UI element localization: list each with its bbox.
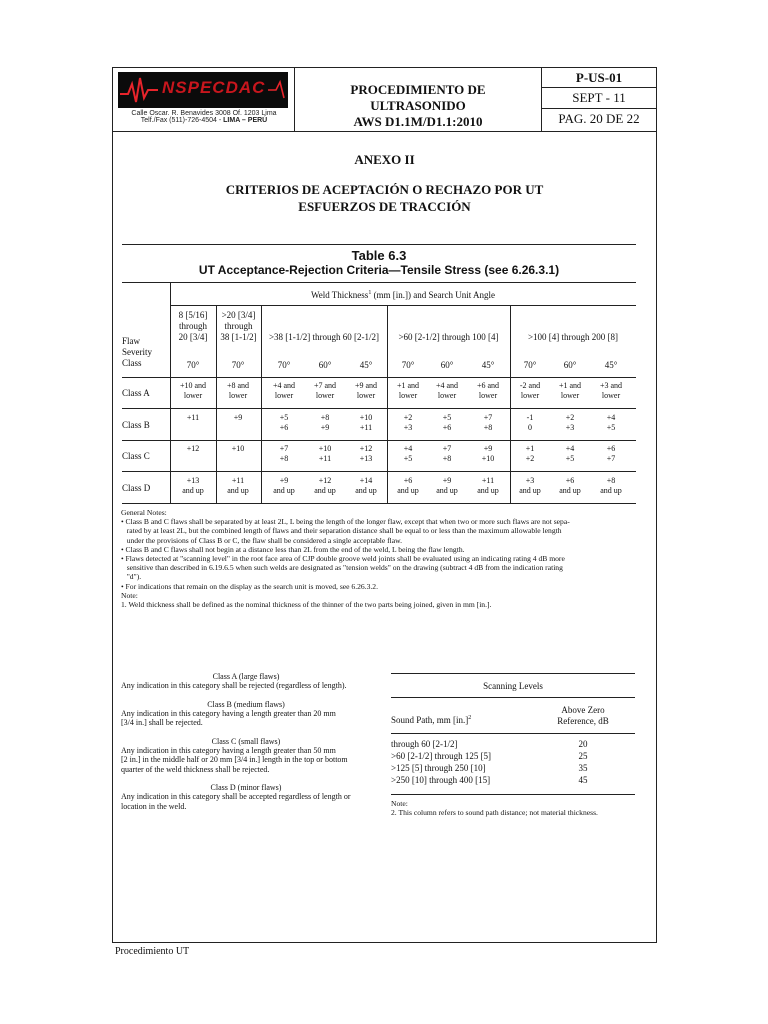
criteria-value: +7 and <box>313 381 337 390</box>
scanning-note: Note: 2. This column refers to sound path distance; not material thickness. <box>391 799 598 818</box>
angle-label: 70° <box>401 360 415 370</box>
class-b-text: [3/4 in.] shall be rejected. <box>121 718 203 727</box>
criteria-value: lower <box>228 391 248 400</box>
criteria-value: +4 <box>565 444 575 453</box>
criteria-cell <box>589 444 633 464</box>
class-d-text: location in the weld. <box>121 801 187 811</box>
criteria-value: and up <box>355 486 377 495</box>
criteria-cell <box>466 413 510 433</box>
criteria-value: lower <box>183 391 203 400</box>
criteria-value: lower <box>601 391 621 400</box>
angle-label: 60° <box>440 360 454 370</box>
criteria-cell <box>216 444 260 464</box>
criteria-cell <box>171 413 215 433</box>
criteria-value: +10 <box>231 444 245 453</box>
table-number: Table 6.3 <box>351 248 407 263</box>
criteria-value: +5 <box>565 454 575 463</box>
table-rule <box>122 377 636 378</box>
class-a-title: Class A (large flaws) <box>212 672 280 681</box>
criteria-value: and up <box>227 486 249 495</box>
note-title: Note: <box>121 590 138 600</box>
scan-body-rule <box>391 733 635 734</box>
criteria-value: +7 <box>279 444 289 453</box>
criteria-value: +3 and <box>599 381 623 390</box>
criteria-cell <box>425 413 469 433</box>
criteria-cell <box>344 413 388 433</box>
weld-thickness-header: Weld Thickness$^1$ (mm [in.]) and Search Unit Angle <box>310 290 496 300</box>
general-note-item: • For indications that remain on the display as the search unit is moved, see 6.26.3.2. <box>121 581 378 591</box>
criteria-cell <box>466 476 510 496</box>
criteria-value: +14 <box>359 476 373 485</box>
annex-subtitle-line-1: CRITERIOS DE ACEPTACIÓN O RECHAZO POR UT <box>225 182 544 197</box>
class-d-title: Class D (minor flaws) <box>210 783 282 792</box>
criteria-value: -2 and <box>519 381 541 390</box>
angle-label: 60° <box>563 360 577 370</box>
city-text: LIMA – PERÚ <box>223 117 268 124</box>
class-c-text: quarter of the weld thickness shall be rejected. <box>121 764 270 774</box>
criteria-cell <box>508 444 552 464</box>
document-date: SEPT - 11 <box>572 90 626 105</box>
criteria-cell <box>344 444 388 464</box>
criteria-value: +3 <box>565 423 575 432</box>
criteria-value: and up <box>559 486 581 495</box>
criteria-value: +8 <box>320 413 330 422</box>
class-b-title: Class B (medium flaws) <box>207 699 285 709</box>
criteria-cell <box>425 476 469 496</box>
criteria-cell <box>548 413 592 433</box>
thickness-group: 8 [5/16] through 20 [3/4] <box>178 310 208 342</box>
criteria-value: +6 <box>442 423 452 432</box>
criteria-value: +2 <box>525 454 535 463</box>
criteria-value: +12 <box>186 444 200 453</box>
criteria-value: +12 <box>359 444 373 453</box>
criteria-value: +4 and <box>272 381 296 390</box>
criteria-value: +11 <box>318 454 332 463</box>
criteria-value <box>171 423 215 433</box>
sound-path-header: Sound Path, mm $[in.]^2$ <box>391 715 472 725</box>
annex-title: ANEXO II <box>354 152 415 167</box>
criteria-cell <box>466 381 510 401</box>
class-c-text: Any indication in this category having a length greater than 50 mm <box>121 745 336 755</box>
angle-label: 45° <box>481 360 495 370</box>
criteria-value <box>216 423 260 433</box>
scan-row <box>391 775 635 787</box>
general-note-item: • Flaws detected at "scanning level" in the root face area of CJP double groove weld joints shall be evaluated using an indicating rating 4 dB more <box>121 554 565 564</box>
header-bottom-rule <box>112 131 657 132</box>
general-note-item: rated by at least 2L, but the combined length of flaws and their separation distance shall be equal to or less than the maximum allowable length <box>121 526 562 536</box>
criteria-value: +8 and <box>226 381 250 390</box>
criteria-cell <box>262 476 306 496</box>
criteria-value: 0 <box>528 423 532 432</box>
criteria-value <box>216 454 260 464</box>
criteria-value: +1 <box>525 444 535 453</box>
criteria-value: +12 <box>318 476 332 485</box>
criteria-cell <box>425 444 469 464</box>
title-line-2: ULTRASONIDO <box>370 98 466 113</box>
scan-row <box>391 751 635 763</box>
criteria-value: +13 <box>359 454 373 463</box>
general-note-item: "d"). <box>121 572 142 582</box>
annex-subtitle <box>112 181 657 215</box>
angle-label: 45° <box>604 360 618 370</box>
criteria-value: and up <box>397 486 419 495</box>
criteria-value: +2 <box>565 413 575 422</box>
criteria-value: +4 and <box>435 381 459 390</box>
criteria-cell <box>548 444 592 464</box>
criteria-value: lower <box>315 391 335 400</box>
criteria-cell <box>171 381 215 401</box>
criteria-value: +8 <box>442 454 452 463</box>
criteria-value: and up <box>273 486 295 495</box>
criteria-value: and up <box>436 486 458 495</box>
phone-text: Telf./Fax (511)-726-4504 - <box>140 117 224 124</box>
table-title: UT Acceptance-Rejection Criteria—Tensile Stress (see 6.26.3.1) <box>198 263 560 277</box>
class-b-text: Any indication in this category having a length greater than 20 mm <box>121 708 336 718</box>
document-title <box>295 82 541 130</box>
scan-row <box>391 763 635 775</box>
address-line-2 <box>118 117 290 124</box>
criteria-value <box>171 454 215 464</box>
criteria-value: lower <box>274 391 294 400</box>
db-value: 20 <box>578 739 588 749</box>
thickness-group: >38 [1-1/2] through 60 [2-1/2] <box>268 332 380 342</box>
angle-label: 70° <box>186 360 200 370</box>
criteria-value: and up <box>182 486 204 495</box>
class-label: Class A <box>122 388 150 398</box>
criteria-value: +9 <box>233 413 243 422</box>
criteria-value: +11 <box>231 476 245 485</box>
criteria-value: -1 <box>526 413 534 422</box>
scan-header-rule <box>391 697 635 698</box>
criteria-cell <box>262 444 306 464</box>
title-line-1: PROCEDIMIENTO DE <box>350 82 486 97</box>
thickness-group: >100 [4] through 200 [8] <box>527 332 619 342</box>
criteria-value: +1 and <box>396 381 420 390</box>
criteria-value: +5 <box>442 413 452 422</box>
page-number: PAG. 20 DE 22 <box>558 111 640 126</box>
angle-label: 70° <box>231 360 245 370</box>
criteria-cell <box>262 381 306 401</box>
criteria-value: and up <box>600 486 622 495</box>
criteria-cell <box>589 476 633 496</box>
criteria-value: +11 <box>359 423 373 432</box>
criteria-value: +11 <box>186 413 200 422</box>
company-name: NSPECDAC <box>162 78 266 97</box>
general-notes <box>121 508 651 609</box>
angle-label: 60° <box>318 360 332 370</box>
table-rule <box>122 471 636 472</box>
criteria-value: +9 <box>320 423 330 432</box>
class-c-title: Class C (small flaws) <box>211 736 281 746</box>
table-rule <box>122 503 636 504</box>
criteria-value: +8 <box>483 423 493 432</box>
criteria-value: +9 and <box>354 381 378 390</box>
criteria-value: +10 <box>318 444 332 453</box>
criteria-cell <box>425 381 469 401</box>
general-note-item: • Class B and C flaws shall be separated by at least 2L, L being the length of the longer flaw, except that when two or more such flaws are not sepa- <box>121 517 570 527</box>
criteria-cell <box>344 476 388 496</box>
angle-label: 70° <box>523 360 537 370</box>
criteria-cell <box>386 444 430 464</box>
general-note-item: under the provisions of Class B or C, the flaw shall be considered a single acceptable flaw. <box>121 535 403 545</box>
criteria-value: +8 <box>279 454 289 463</box>
criteria-value: and up <box>314 486 336 495</box>
criteria-value: +4 <box>606 413 616 422</box>
criteria-value: and up <box>519 486 541 495</box>
criteria-value: +1 and <box>558 381 582 390</box>
criteria-value: +5 <box>279 413 289 422</box>
criteria-cell <box>386 381 430 401</box>
criteria-cell <box>386 413 430 433</box>
angle-label: 70° <box>277 360 291 370</box>
sound-path-value: >250 [10] through 400 [15] <box>391 775 491 785</box>
criteria-value: +6 <box>279 423 289 432</box>
document-code: P-US-01 <box>575 70 623 85</box>
thickness-group: >20 [3/4] through 38 [1-1/2] <box>220 310 257 342</box>
general-notes-list <box>121 517 651 591</box>
company-logo <box>118 72 288 108</box>
class-label: Class B <box>122 420 150 430</box>
criteria-cell <box>216 413 260 433</box>
criteria-cell <box>386 476 430 496</box>
criteria-cell <box>589 413 633 433</box>
acceptance-table <box>122 282 636 504</box>
criteria-cell <box>466 444 510 464</box>
scan-row <box>391 739 635 751</box>
criteria-value: +5 <box>403 454 413 463</box>
criteria-value: lower <box>478 391 498 400</box>
table-rule <box>170 305 636 306</box>
criteria-cell <box>216 381 260 401</box>
criteria-value: +7 <box>483 413 493 422</box>
criteria-cell <box>548 381 592 401</box>
scan-bottom-rule <box>391 794 635 795</box>
criteria-value: +5 <box>606 423 616 432</box>
sound-path-value: through 60 [2-1/2] <box>391 739 458 749</box>
criteria-cell <box>303 381 347 401</box>
criteria-cell <box>508 413 552 433</box>
criteria-value: +4 <box>403 444 413 453</box>
criteria-value: lower <box>437 391 457 400</box>
class-c-text: [2 in.] in the middle half or 20 mm [3/4 in.] length in the top or bottom <box>121 755 348 764</box>
criteria-cell <box>171 476 215 496</box>
criteria-value: +9 <box>483 444 493 453</box>
criteria-cell <box>344 381 388 401</box>
criteria-value: +9 <box>279 476 289 485</box>
criteria-value: lower <box>560 391 580 400</box>
criteria-value: +8 <box>606 476 616 485</box>
reference-db-header: Above Zero Reference, dB <box>557 705 609 726</box>
criteria-cell <box>589 381 633 401</box>
criteria-value: lower <box>356 391 376 400</box>
db-value: 25 <box>578 751 588 761</box>
address-line-1: Calle Oscar. R. Benavides 3008 Of. 1203 Lima <box>131 110 277 117</box>
table-rule <box>122 408 636 409</box>
criteria-value: and up <box>477 486 499 495</box>
criteria-cell <box>508 476 552 496</box>
annex-subtitle-line-2: ESFUERZOS DE TRACCIÓN <box>298 199 471 214</box>
criteria-value: +6 <box>606 444 616 453</box>
criteria-value: lower <box>398 391 418 400</box>
criteria-value: +6 and <box>476 381 500 390</box>
criteria-value: +10 and <box>179 381 207 390</box>
header-cell-rule-1 <box>541 87 657 88</box>
criteria-value: +7 <box>606 454 616 463</box>
table-rule <box>122 440 636 441</box>
criteria-value: +6 <box>403 476 413 485</box>
criteria-value: +2 <box>403 413 413 422</box>
criteria-cell <box>262 413 306 433</box>
scan-rows <box>391 739 635 787</box>
criteria-cell <box>303 444 347 464</box>
sound-path-value: >60 [2-1/2] through 125 [5] <box>391 751 492 761</box>
criteria-value: +7 <box>442 444 452 453</box>
db-value: 35 <box>578 763 588 773</box>
criteria-value: +13 <box>186 476 200 485</box>
class-d-text: Any indication in this category shall be accepted regardless of length or <box>121 792 351 801</box>
sound-path-value: >125 [5] through 250 [10] <box>391 763 486 773</box>
note-1: 1. Weld thickness shall be defined as the nominal thickness of the thinner of the two parts being joined, given in mm [in.]. <box>121 600 492 610</box>
criteria-cell <box>303 413 347 433</box>
table-top-rule <box>122 244 636 245</box>
class-a-text: Any indication in this category shall be rejected (regardless of length). <box>121 681 347 690</box>
criteria-value: +11 <box>481 476 495 485</box>
criteria-value: +3 <box>403 423 413 432</box>
criteria-cell <box>171 444 215 464</box>
thickness-group: >60 [2-1/2] through 100 [4] <box>398 332 499 342</box>
criteria-value: +10 <box>481 454 495 463</box>
general-note-item: • Class B and C flaws shall not begin at a distance less than 2L from the end of the weld, L being the flaw length. <box>121 544 465 554</box>
scan-top-rule <box>391 673 635 674</box>
criteria-cell <box>216 476 260 496</box>
criteria-value: +6 <box>565 476 575 485</box>
angle-label: 45° <box>359 360 373 370</box>
criteria-cell <box>548 476 592 496</box>
criteria-value: lower <box>520 391 540 400</box>
db-value: 45 <box>578 775 588 785</box>
criteria-value: +3 <box>525 476 535 485</box>
scanning-title: Scanning Levels <box>483 681 543 691</box>
flaw-severity-label: Flaw Severity Class <box>122 336 152 368</box>
title-line-3: AWS D1.1M/D1.1:2010 <box>353 114 483 129</box>
company-address <box>118 110 290 124</box>
criteria-value: +9 <box>442 476 452 485</box>
header-cell-rule-2 <box>541 108 657 109</box>
class-definitions <box>121 672 371 811</box>
general-note-item: sensitive than described in 6.19.6.5 when such welds are designated as "tension welds" on the drawing (subtract 4 dB from the indication rating <box>121 563 563 573</box>
general-notes-title: General Notes: <box>121 508 167 517</box>
class-label: Class D <box>122 483 151 493</box>
criteria-cell <box>303 476 347 496</box>
footer-text: Procedimiento UT <box>115 946 190 957</box>
table-rule <box>122 282 636 283</box>
class-label: Class C <box>122 451 150 461</box>
criteria-value: +10 <box>359 413 373 422</box>
criteria-cell <box>508 381 552 401</box>
